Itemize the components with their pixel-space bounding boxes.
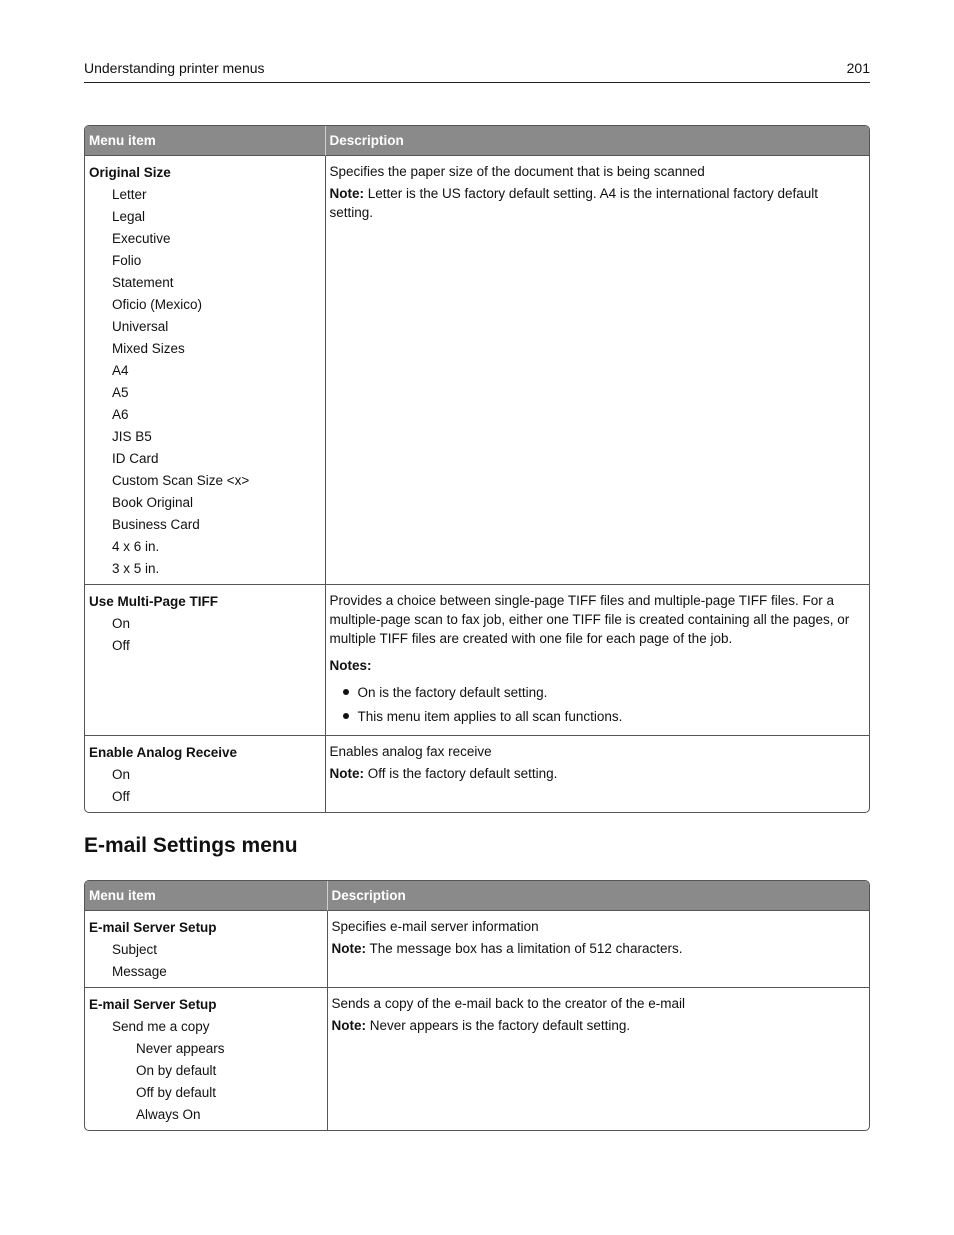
menu-option: Legal (112, 209, 146, 224)
menu-option: Executive (112, 231, 171, 246)
menu-item-cell (85, 585, 326, 736)
menu-item-cell (85, 156, 326, 585)
description-text: Enables analog fax receive (329, 744, 492, 759)
menu-option: 3 x 5 in. (112, 561, 160, 576)
bullet-icon (343, 713, 349, 719)
description-text: Specifies the paper size of the document that is being scanned (329, 164, 705, 179)
note-label: Note: (329, 766, 364, 781)
menu-option: Off (112, 638, 130, 653)
note-text: Letter is the US factory default setting. A4 is the international factory default setting. (329, 186, 819, 220)
notes-label: Notes: (329, 658, 372, 673)
menu-option: A6 (112, 407, 129, 422)
menu-suboption: Always On (136, 1107, 201, 1122)
menu-option: On (112, 616, 131, 631)
menu-item-cell (85, 988, 328, 1130)
column-header-menu-item: Menu item (85, 881, 328, 911)
menu-option: JIS B5 (112, 429, 152, 444)
menu-option: ID Card (112, 451, 159, 466)
note (332, 939, 865, 958)
menu-suboption: Off by default (136, 1085, 217, 1100)
note-label: Note: (331, 941, 367, 956)
menu-option: Letter (112, 187, 147, 202)
description-cell (326, 736, 870, 812)
menu-suboption: Never appears (136, 1041, 225, 1056)
description-cell (328, 911, 869, 988)
menu-option: Oficio (Mexico) (112, 297, 203, 312)
menu-option: Subject (112, 942, 158, 957)
menu-item-title: E-mail Server Setup (89, 920, 217, 935)
menu-option: On (112, 767, 131, 782)
list-item (330, 707, 866, 726)
note-text: Never appears is the factory default setting. (369, 1018, 631, 1033)
note-label: Note: (331, 1018, 367, 1033)
menu-option: A4 (112, 363, 129, 378)
email-settings-table (84, 880, 870, 1131)
menu-item-title: E-mail Server Setup (89, 997, 217, 1012)
table-row (85, 988, 869, 1130)
menu-option: 4 x 6 in. (112, 539, 160, 554)
table-row (85, 585, 869, 736)
menu-option: Business Card (112, 517, 200, 532)
note-text: Off is the factory default setting. (367, 766, 558, 781)
page-number: 201 (846, 60, 870, 76)
table-header-row (85, 126, 869, 156)
note (332, 1016, 865, 1035)
menu-suboption: On by default (136, 1063, 217, 1078)
menu-option: Off (112, 789, 130, 804)
menu-option: Custom Scan Size <x> (112, 473, 250, 488)
table-row (85, 911, 869, 988)
table-row (85, 156, 869, 585)
menu-item-title: Enable Analog Receive (89, 745, 238, 760)
menu-item-title: Original Size (89, 165, 171, 180)
note-label: Note: (329, 186, 364, 201)
description-text: Specifies e-mail server information (331, 919, 539, 934)
menu-item-title: Use Multi-Page TIFF (89, 594, 219, 609)
menu-option: Message (112, 964, 167, 979)
menu-option: Mixed Sizes (112, 341, 185, 356)
list-item-text: On is the factory default setting. (357, 685, 548, 700)
header-section-title: Understanding printer menus (84, 60, 265, 76)
menu-option: Universal (112, 319, 169, 334)
column-header-description: Description (326, 126, 870, 156)
menu-item-cell (85, 911, 328, 988)
table-header-row (85, 881, 869, 911)
description-cell (328, 988, 869, 1130)
bullet-icon (343, 689, 349, 695)
menu-option: Statement (112, 275, 174, 290)
menu-option: A5 (112, 385, 129, 400)
note (330, 764, 866, 783)
note-text: The message box has a limitation of 512 characters. (369, 941, 683, 956)
section-heading: E-mail Settings menu (84, 834, 298, 857)
page-header (84, 60, 870, 83)
description-text: Provides a choice between single-page TIFF files and multiple-page TIFF files. For a multiple-page scan to fax job, either one TIFF file is created containing all the pages, or multiple TIFF files are created with one file for each page of the job. (329, 593, 850, 646)
column-header-menu-item: Menu item (85, 126, 326, 156)
list-item (330, 683, 866, 702)
menu-item-cell (85, 736, 326, 812)
table-row (85, 736, 869, 812)
scan-settings-table (84, 125, 870, 813)
note (330, 184, 866, 222)
notes-list (330, 683, 866, 726)
menu-option: Book Original (112, 495, 194, 510)
column-header-description: Description (328, 881, 869, 911)
list-item-text: This menu item applies to all scan functions. (357, 709, 623, 724)
description-cell (326, 585, 870, 736)
description-cell (326, 156, 870, 585)
menu-option: Send me a copy (112, 1019, 210, 1034)
description-text: Sends a copy of the e-mail back to the creator of the e-mail (331, 996, 685, 1011)
menu-option: Folio (112, 253, 142, 268)
